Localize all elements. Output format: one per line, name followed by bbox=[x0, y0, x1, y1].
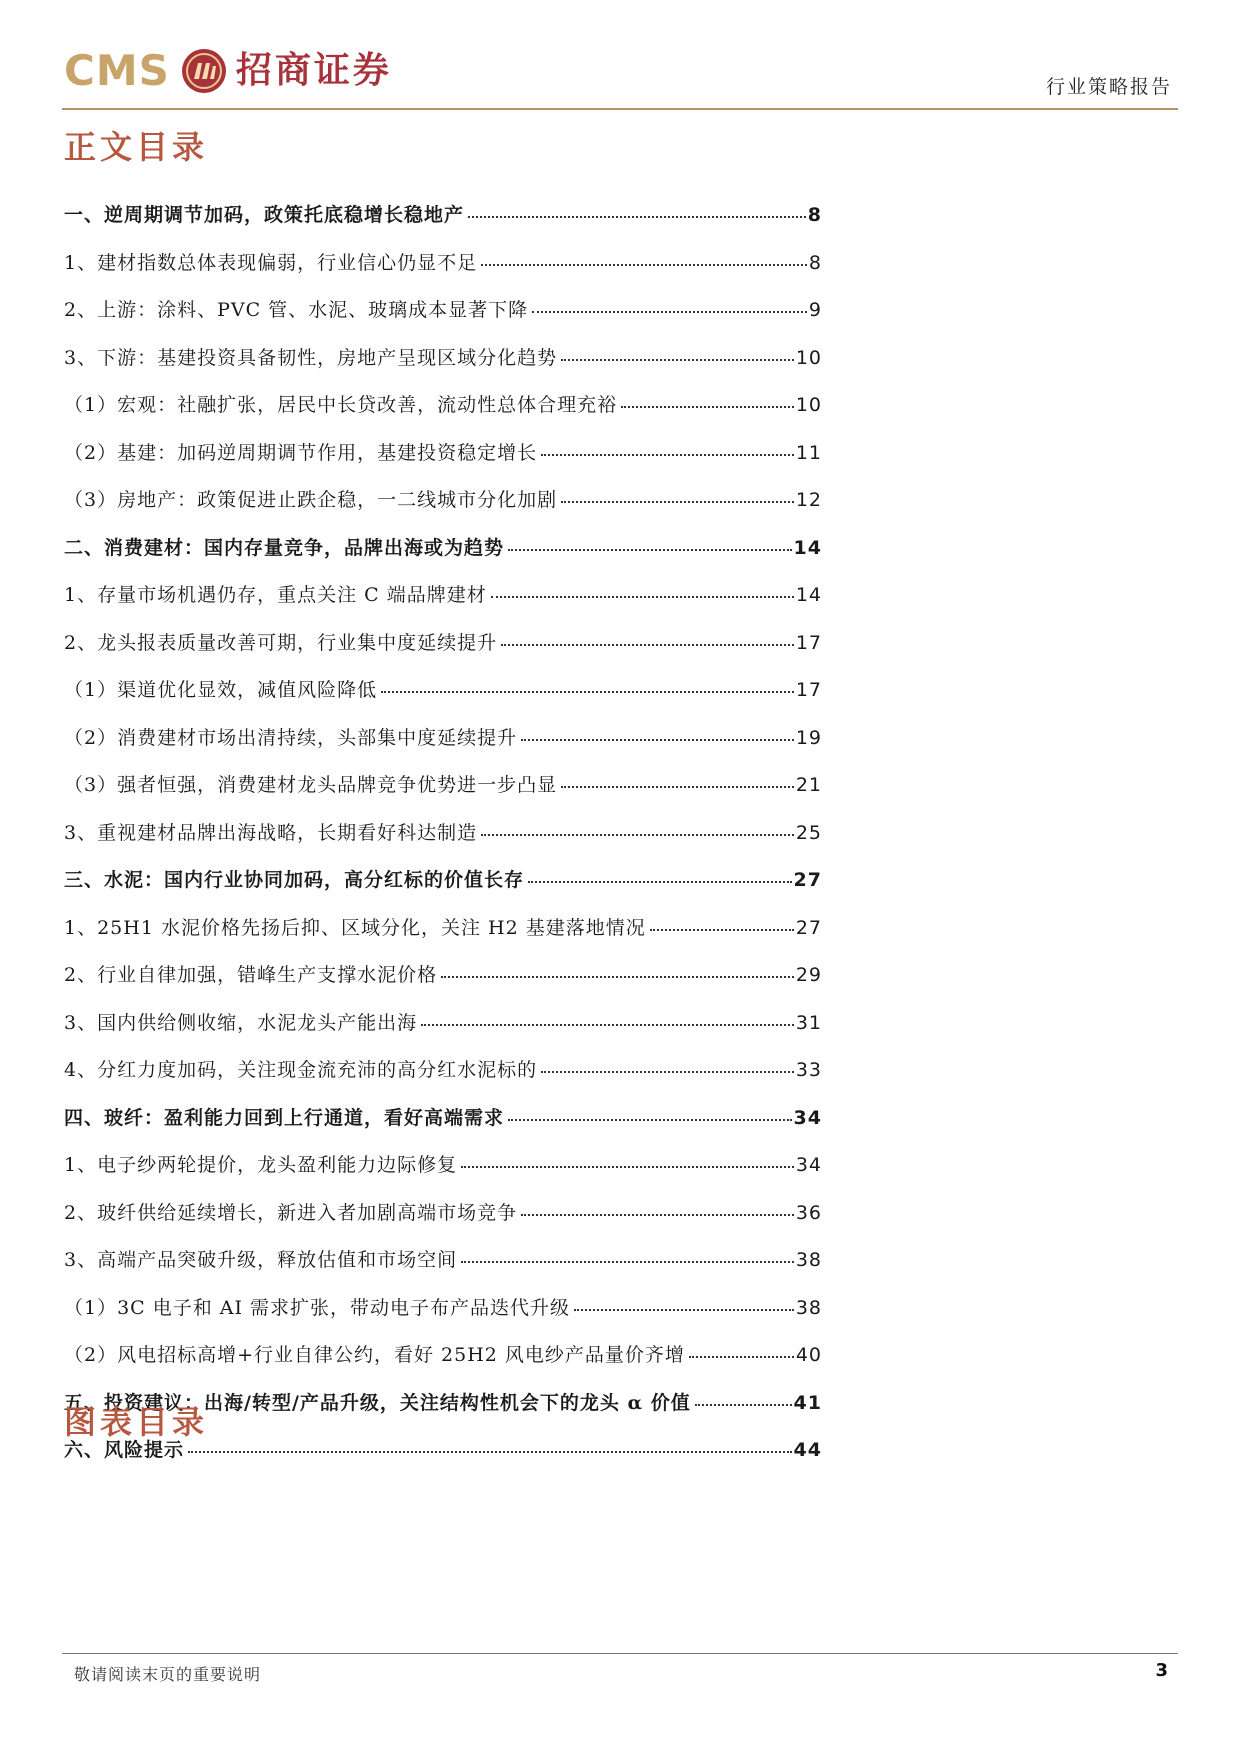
toc-entry-page: 19 bbox=[795, 726, 822, 749]
toc-dot-leader bbox=[561, 487, 794, 503]
toc-entry-page: 14 bbox=[795, 584, 822, 606]
toc-entry-page: 27 bbox=[793, 869, 822, 891]
toc-dot-leader bbox=[561, 772, 794, 788]
toc-entry-title: 1、建材指数总体表现偏弱，行业信心仍显不足 bbox=[64, 251, 478, 274]
toc-entry-title: （1）3C 电子和 AI 需求扩张，带动电子布产品迭代升级 bbox=[64, 1296, 571, 1319]
toc-entry[interactable] bbox=[64, 960, 822, 1008]
page-header bbox=[0, 0, 1240, 115]
toc-entry-page: 33 bbox=[795, 1059, 822, 1081]
toc-entry[interactable] bbox=[64, 1293, 822, 1341]
toc-entry-title: 一、逆周期调节加码，政策托底稳增长稳地产 bbox=[64, 204, 465, 226]
toc-entry-title: 六、风险提示 bbox=[64, 1439, 185, 1461]
toc-entry-page: 10 bbox=[795, 394, 822, 416]
toc-dot-leader bbox=[695, 1390, 792, 1406]
toc-entry[interactable] bbox=[64, 1103, 822, 1151]
toc-dot-leader bbox=[541, 1057, 794, 1073]
toc-entry-title: （1）宏观：社融扩张，居民中长贷改善，流动性总体合理充裕 bbox=[64, 394, 618, 416]
toc-entry-title: （2）消费建材市场出清持续，头部集中度延续提升 bbox=[64, 726, 518, 749]
figures-toc-heading: 图表目录 bbox=[64, 1403, 209, 1441]
toc-dot-leader bbox=[508, 1105, 792, 1121]
toc-entry-page: 36 bbox=[795, 1201, 822, 1224]
toc-entry-page: 12 bbox=[795, 489, 822, 511]
toc-entry-page: 25 bbox=[795, 821, 822, 844]
toc-entry[interactable] bbox=[64, 865, 822, 913]
toc-entry-page: 34 bbox=[793, 1106, 822, 1129]
toc-dot-leader bbox=[561, 345, 794, 361]
toc-entry-title: 3、高端产品突破升级，释放估值和市场空间 bbox=[64, 1249, 458, 1271]
toc-entry-page: 14 bbox=[793, 536, 822, 559]
toc-entry[interactable] bbox=[64, 628, 822, 676]
toc-entry[interactable] bbox=[64, 1055, 822, 1103]
toc-entry-title: 五、投资建议：出海/转型/产品升级，关注结构性机会下的龙头 α 价值 bbox=[64, 1391, 691, 1414]
toc-entry[interactable] bbox=[64, 913, 822, 961]
toc-dot-leader bbox=[461, 1152, 794, 1168]
toc-entry-page: 38 bbox=[795, 1296, 822, 1319]
toc-entry-title: （2）风电招标高增+行业自律公约，看好 25H2 风电纱产品量价齐增 bbox=[64, 1344, 685, 1366]
toc-dot-leader bbox=[521, 725, 794, 741]
toc-entry-title: 4、分红力度加码，关注现金流充沛的高分红水泥标的 bbox=[64, 1059, 538, 1081]
cms-emblem-icon bbox=[180, 47, 228, 95]
toc-entry[interactable] bbox=[64, 343, 822, 391]
toc-entry-title: 二、消费建材：国内存量竞争，品牌出海或为趋势 bbox=[64, 536, 505, 559]
toc-entry-page: 11 bbox=[795, 441, 822, 464]
toc-entry-page: 17 bbox=[795, 679, 822, 701]
toc-entry[interactable] bbox=[64, 1245, 822, 1293]
toc-entry-page: 38 bbox=[795, 1249, 822, 1271]
toc-entry-page: 8 bbox=[807, 204, 822, 226]
toc-dot-leader bbox=[421, 1010, 794, 1026]
footer-divider bbox=[62, 1653, 1178, 1654]
toc-entry-page: 8 bbox=[808, 251, 822, 274]
toc-entry-page: 40 bbox=[795, 1344, 822, 1366]
toc-entry-title: 3、重视建材品牌出海战略，长期看好科达制造 bbox=[64, 821, 478, 844]
toc-dot-leader bbox=[481, 820, 794, 836]
toc-dot-leader bbox=[461, 1247, 794, 1263]
toc-entry[interactable] bbox=[64, 248, 822, 296]
toc-entry[interactable] bbox=[64, 580, 822, 628]
toc-entry-page: 21 bbox=[795, 774, 822, 796]
toc-entry[interactable] bbox=[64, 1198, 822, 1246]
toc-entry[interactable] bbox=[64, 818, 822, 866]
toc-entry[interactable] bbox=[64, 485, 822, 533]
toc-dot-leader bbox=[188, 1437, 792, 1453]
toc-dot-leader bbox=[441, 962, 794, 978]
toc-entry-title: 1、电子纱两轮提价，龙头盈利能力边际修复 bbox=[64, 1154, 458, 1176]
toc-entry[interactable] bbox=[64, 390, 822, 438]
toc-entry-title: 1、存量市场机遇仍存，重点关注 C 端品牌建材 bbox=[64, 584, 487, 606]
table-of-contents bbox=[64, 200, 822, 1483]
toc-entry-page: 34 bbox=[795, 1154, 822, 1176]
toc-entry-title: （3）房地产：政策促进止跌企稳，一二线城市分化加剧 bbox=[64, 489, 558, 511]
toc-entry[interactable] bbox=[64, 770, 822, 818]
toc-entry[interactable] bbox=[64, 1008, 822, 1056]
toc-entry-title: 2、行业自律加强，错峰生产支撑水泥价格 bbox=[64, 964, 438, 986]
toc-dot-leader bbox=[508, 535, 792, 551]
toc-entry-title: 四、玻纤：盈利能力回到上行通道，看好高端需求 bbox=[64, 1106, 505, 1129]
toc-dot-leader bbox=[650, 915, 794, 931]
toc-entry[interactable] bbox=[64, 295, 822, 343]
toc-entry-page: 44 bbox=[793, 1439, 822, 1461]
toc-entry[interactable] bbox=[64, 675, 822, 723]
toc-entry-title: （2）基建：加码逆周期调节作用，基建投资稳定增长 bbox=[64, 441, 538, 464]
toc-dot-leader bbox=[532, 297, 807, 313]
toc-entry-title: 3、下游：基建投资具备韧性，房地产呈现区域分化趋势 bbox=[64, 346, 558, 369]
toc-entry-title: （3）强者恒强，消费建材龙头品牌竞争优势进一步凸显 bbox=[64, 774, 558, 796]
toc-entry[interactable] bbox=[64, 533, 822, 581]
toc-entry[interactable] bbox=[64, 438, 822, 486]
toc-dot-leader bbox=[468, 202, 806, 218]
toc-dot-leader bbox=[528, 867, 792, 883]
footer-disclaimer-note: 敬请阅读末页的重要说明 bbox=[74, 1665, 262, 1684]
toc-dot-leader bbox=[574, 1295, 794, 1311]
toc-entry-page: 41 bbox=[793, 1391, 822, 1414]
toc-dot-leader bbox=[501, 630, 794, 646]
toc-entry-page: 10 bbox=[795, 346, 822, 369]
toc-entry[interactable] bbox=[64, 723, 822, 771]
toc-dot-leader bbox=[491, 582, 794, 598]
toc-entry-title: （1）渠道优化显效，减值风险降低 bbox=[64, 679, 378, 701]
toc-entry-title: 2、上游：涂料、PVC 管、水泥、玻璃成本显著下降 bbox=[64, 299, 529, 321]
toc-dot-leader bbox=[689, 1342, 794, 1358]
toc-entry[interactable] bbox=[64, 1340, 822, 1388]
page-number: 3 bbox=[1155, 1660, 1168, 1681]
toc-dot-leader bbox=[541, 440, 794, 456]
toc-heading: 正文目录 bbox=[64, 128, 209, 166]
toc-dot-leader bbox=[621, 392, 794, 408]
toc-entry[interactable] bbox=[64, 1150, 822, 1198]
toc-entry-title: 2、玻纤供给延续增长，新进入者加剧高端市场竞争 bbox=[64, 1201, 518, 1224]
toc-dot-leader bbox=[381, 677, 794, 693]
toc-entry-page: 29 bbox=[795, 964, 822, 986]
toc-entry-title: 1、25H1 水泥价格先扬后抑、区域分化，关注 H2 基建落地情况 bbox=[64, 916, 646, 939]
toc-entry-page: 31 bbox=[795, 1011, 822, 1034]
toc-entry-title: 3、国内供给侧收缩，水泥龙头产能出海 bbox=[64, 1011, 418, 1034]
logo-cms-text: CMS bbox=[64, 46, 170, 95]
toc-entry-page: 9 bbox=[808, 299, 822, 321]
toc-entry[interactable] bbox=[64, 200, 822, 248]
toc-entry-page: 17 bbox=[795, 631, 822, 654]
toc-dot-leader bbox=[481, 250, 807, 266]
toc-entry-title: 2、龙头报表质量改善可期，行业集中度延续提升 bbox=[64, 631, 498, 654]
toc-entry-page: 27 bbox=[795, 916, 822, 939]
logo-chinese-name: 招商证券 bbox=[235, 50, 392, 91]
header-divider bbox=[62, 108, 1178, 110]
toc-entry-title: 三、水泥：国内行业协同加码，高分红标的价值长存 bbox=[64, 869, 525, 891]
report-type-label: 行业策略报告 bbox=[1045, 76, 1172, 98]
toc-dot-leader bbox=[521, 1200, 794, 1216]
company-logo bbox=[64, 46, 392, 96]
